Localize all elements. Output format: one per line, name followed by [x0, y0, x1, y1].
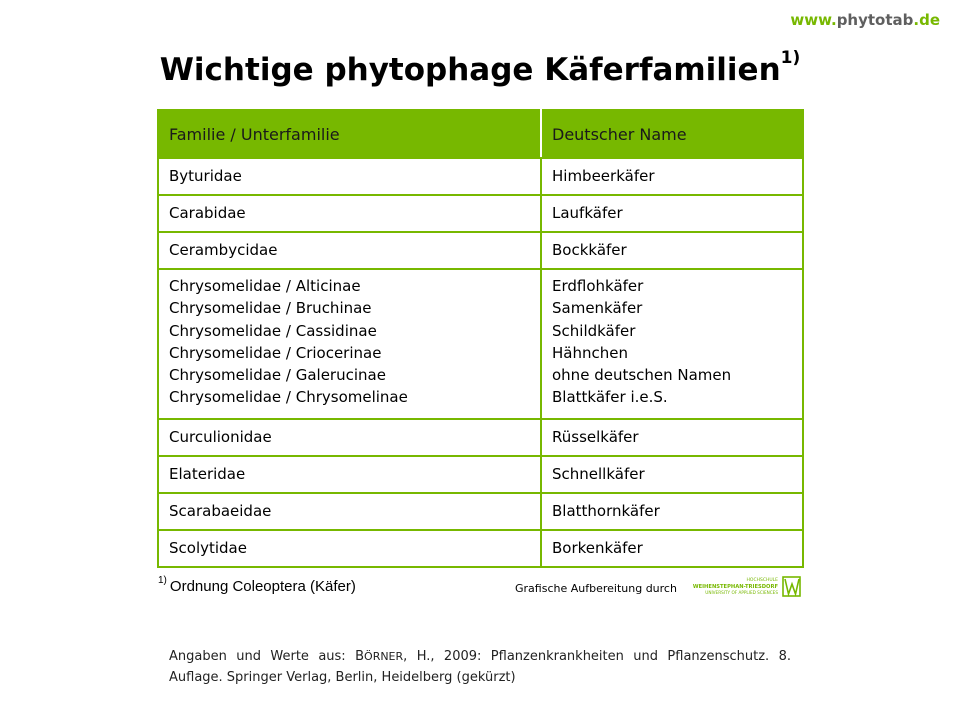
beetle-families-table [157, 109, 804, 568]
brand-prefix: www. [790, 11, 837, 29]
logo-line2: WEIHENSTEPHAN-TRIESDORF [692, 584, 778, 590]
table-row [158, 158, 803, 195]
table-row [158, 456, 803, 493]
header-familie: Familie / Unterfamilie [158, 110, 541, 158]
brand-name: phytotab [836, 11, 914, 29]
footnote [158, 575, 356, 595]
deutscher-name-text: Schildkäfer [552, 321, 636, 340]
familie-text: Scolytidae [169, 539, 247, 558]
familie-text: Curculionidae [169, 428, 272, 447]
deutscher-name-text: ohne deutschen Namen [552, 366, 732, 385]
deutscher-name-text: Bockkäfer [552, 241, 627, 260]
source-prefix: Angaben und Werte aus: [169, 649, 356, 664]
deutscher-name-text: Erdflohkäfer [552, 277, 644, 295]
source-citation [169, 646, 791, 688]
cell-familie [158, 269, 541, 419]
familie-text: Chrysomelidae / Alticinae [169, 277, 361, 295]
cell-familie [158, 158, 541, 195]
familie-text: Chrysomelidae / Cassidinae [169, 321, 377, 340]
familie-text: Chrysomelidae / Bruchinae [169, 299, 372, 318]
familie-text: Byturidae [169, 167, 242, 186]
table-row [158, 232, 803, 269]
cell-deutscher-name [541, 158, 803, 195]
cell-familie [158, 530, 541, 567]
deutscher-name-text: Samenkäfer [552, 299, 643, 318]
deutscher-name-text: Borkenkäfer [552, 539, 643, 558]
source-rest: , H., 2009: Pflanzenkrankheiten und Pflanzenschutz. 8. Auflage. Springer Verlag, Berlin, Heidelberg (gekürzt) [169, 649, 791, 685]
credit-text: Grafische Aufbereitung durch [515, 582, 677, 595]
cell-familie [158, 232, 541, 269]
table-body [158, 158, 803, 567]
logo-line1: HOCHSCHULE [746, 578, 778, 583]
cell-familie [158, 195, 541, 232]
cell-familie [158, 419, 541, 456]
cell-deutscher-name [541, 195, 803, 232]
deutscher-name-text: Schnellkäfer [552, 465, 645, 484]
familie-text: Cerambycidae [169, 241, 278, 260]
cell-deutscher-name [541, 456, 803, 493]
familie-text: Chrysomelidae / Criocerinae [169, 343, 382, 362]
logo-mark-icon [783, 577, 800, 596]
footnote-text: Ordnung Coleoptera (Käfer) [169, 578, 356, 595]
brand-url[interactable] [790, 11, 940, 29]
familie-text: Chrysomelidae / Chrysomelinae [169, 388, 408, 407]
table-row [158, 269, 803, 419]
familie-text: Scarabaeidae [169, 502, 272, 521]
table-row [158, 419, 803, 456]
table-row [158, 195, 803, 232]
cell-familie [158, 456, 541, 493]
cell-deutscher-name [541, 269, 803, 419]
deutscher-name-text: Laufkäfer [552, 204, 623, 223]
familie-text: Carabidae [169, 204, 246, 223]
page-title-text: Wichtige phytophage Käferfamilien [159, 52, 781, 88]
cell-deutscher-name [541, 232, 803, 269]
deutscher-name-text: Hähnchen [552, 343, 628, 362]
familie-text: Chrysomelidae / Galerucinae [169, 366, 386, 385]
cell-deutscher-name [541, 530, 803, 567]
familie-text: Elateridae [169, 465, 246, 484]
table-row [158, 530, 803, 567]
cell-familie [158, 493, 541, 530]
deutscher-name-text: Blatthornkäfer [552, 502, 660, 521]
deutscher-name-text: Blattkäfer i.e.S. [552, 388, 668, 407]
cell-deutscher-name [541, 493, 803, 530]
source-author: BÖRNER [355, 649, 404, 664]
page-title-footnote-marker: 1) [780, 48, 801, 68]
cell-deutscher-name [541, 419, 803, 456]
brand-suffix: .de [913, 11, 940, 29]
logo-line3: UNIVERSITY OF APPLIED SCIENCES [705, 590, 778, 595]
table-row [158, 493, 803, 530]
hochschule-logo [686, 576, 802, 598]
table-header-row [158, 110, 803, 158]
deutscher-name-text: Himbeerkäfer [552, 167, 655, 186]
deutscher-name-text: Rüsselkäfer [552, 428, 639, 447]
page-title [0, 48, 960, 88]
header-deutscher-name: Deutscher Name [541, 110, 803, 158]
footnote-marker: 1) [158, 575, 167, 586]
